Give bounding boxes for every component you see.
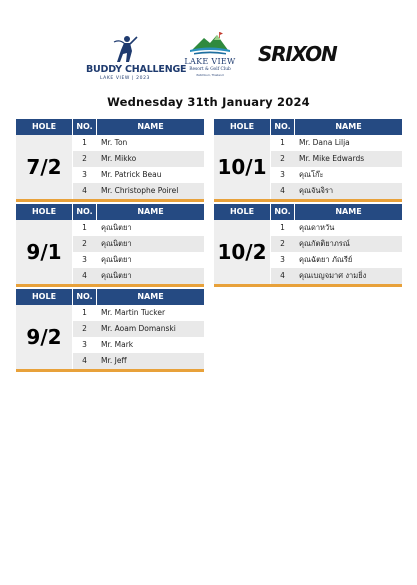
column-header-no: NO.: [274, 122, 291, 131]
player-name: Mr. Christophe Poirel: [101, 186, 179, 195]
player-name: Mr. Martin Tucker: [101, 308, 166, 317]
table-accent-bar: [214, 199, 402, 202]
player-name: Mr. Mark: [101, 340, 134, 349]
table-body: [16, 220, 204, 284]
table-row: [73, 135, 204, 151]
date-title: Wednesday 31th January 2024: [107, 95, 310, 109]
table-row: [271, 268, 402, 284]
table-body: [16, 305, 204, 369]
table-row: [73, 220, 204, 236]
table-header: [16, 119, 204, 135]
player-number: 3: [280, 170, 285, 179]
table-row: [73, 268, 204, 284]
player-number: 4: [280, 186, 285, 195]
table-row: [73, 321, 204, 337]
player-name: Mr. Patrick Beau: [101, 170, 162, 179]
player-number: 1: [82, 223, 87, 232]
table-row: [271, 151, 402, 167]
table-row: [73, 337, 204, 353]
buddy-challenge-title: BUDDY CHALLENGE: [86, 64, 187, 75]
player-name: คุณนิตยา: [101, 239, 132, 248]
player-name: Mr. Jeff: [101, 356, 127, 365]
lake-view-name: LAKE VIEW: [184, 57, 236, 66]
column-header-name: NAME: [137, 122, 164, 131]
player-number: 2: [82, 324, 87, 333]
player-number: 1: [82, 308, 87, 317]
table-row: [73, 353, 204, 369]
column-header-name: NAME: [137, 207, 164, 216]
table-accent-bar: [16, 284, 204, 287]
column-header-hole: HOLE: [31, 122, 57, 131]
column-header-name: NAME: [335, 207, 362, 216]
column-header-no: NO.: [274, 207, 291, 216]
pairing-table: [214, 204, 402, 287]
sponsor-logos: [0, 32, 417, 88]
table-row: [271, 135, 402, 151]
column-header-name: NAME: [137, 292, 164, 301]
pairing-table: [214, 119, 402, 202]
golfer-icon: [110, 34, 140, 64]
hole-number: 9/2: [16, 305, 72, 369]
player-name: Mr. Mikko: [101, 154, 137, 163]
player-number: 2: [82, 239, 87, 248]
table-row: [271, 236, 402, 252]
table-row: [271, 183, 402, 199]
hole-number: 10/1: [214, 135, 270, 199]
player-number: 3: [82, 255, 87, 264]
player-number: 1: [280, 138, 285, 147]
pairing-table: [16, 204, 204, 287]
table-row: [73, 236, 204, 252]
hole-number: 10/2: [214, 220, 270, 284]
hole-number: 7/2: [16, 135, 72, 199]
table-body: [214, 220, 402, 284]
table-row: [271, 252, 402, 268]
player-name: คุณโก๊ะ: [299, 170, 324, 179]
pairing-table: [16, 119, 204, 202]
column-header-hole: HOLE: [31, 292, 57, 301]
player-number: 3: [82, 340, 87, 349]
player-number: 2: [82, 154, 87, 163]
table-row: [271, 220, 402, 236]
player-name: Mr. Dana Lilja: [299, 138, 350, 147]
table-header: [214, 204, 402, 220]
player-name: คุณนิตยา: [101, 255, 132, 264]
table-header: [16, 204, 204, 220]
player-number: 3: [280, 255, 285, 264]
column-header-no: NO.: [76, 207, 93, 216]
player-name: Mr. Aoam Domanski: [101, 324, 176, 333]
player-number: 4: [280, 271, 285, 280]
column-header-no: NO.: [76, 122, 93, 131]
column-header-hole: HOLE: [229, 207, 255, 216]
player-number: 4: [82, 356, 87, 365]
player-number: 1: [280, 223, 285, 232]
column-header-hole: HOLE: [229, 122, 255, 131]
player-name: คุณดาหวัน: [299, 223, 335, 232]
table-accent-bar: [214, 284, 402, 287]
buddy-challenge-subtitle: LAKE VIEW | 2023: [99, 76, 151, 81]
table-accent-bar: [16, 369, 204, 372]
table-row: [73, 151, 204, 167]
table-accent-bar: [16, 199, 204, 202]
player-number: 2: [280, 154, 285, 163]
column-header-hole: HOLE: [31, 207, 57, 216]
player-name: คุณฉัตยา ภัณรีย์: [299, 255, 353, 264]
lake-view-subtitle: Resort & Golf Club: [189, 67, 231, 72]
hole-number: 9/1: [16, 220, 72, 284]
buddy-challenge-logo: [86, 34, 187, 86]
table-row: [271, 167, 402, 183]
table-row: [73, 183, 204, 199]
player-name: คุณนิตยา: [101, 223, 132, 232]
player-number: 4: [82, 271, 87, 280]
table-row: [73, 167, 204, 183]
table-body: [16, 135, 204, 199]
player-name: คุณกัตติยาภรณ์: [299, 239, 350, 248]
lake-view-logo: [184, 32, 236, 88]
srixon-logo: SRIXON: [258, 42, 337, 66]
player-name: Mr. Ton: [101, 138, 128, 147]
table-header: [16, 289, 204, 305]
player-name: คุณเบญจมาศ งามยิ่ง: [299, 271, 367, 280]
player-name: คุณนิตยา: [101, 271, 132, 280]
pairing-table: [16, 289, 204, 372]
lake-view-location: Petchburi, Thailand: [196, 73, 224, 77]
table-row: [73, 305, 204, 321]
table-row: [73, 252, 204, 268]
player-number: 3: [82, 170, 87, 179]
column-header-name: NAME: [335, 122, 362, 131]
player-number: 1: [82, 138, 87, 147]
table-body: [214, 135, 402, 199]
table-header: [214, 119, 402, 135]
player-number: 4: [82, 186, 87, 195]
player-name: Mr. Mike Edwards: [299, 154, 365, 163]
player-number: 2: [280, 239, 285, 248]
column-header-no: NO.: [76, 292, 93, 301]
player-name: คุณจันจิรา: [299, 186, 334, 195]
mountain-lake-icon: [190, 32, 230, 56]
